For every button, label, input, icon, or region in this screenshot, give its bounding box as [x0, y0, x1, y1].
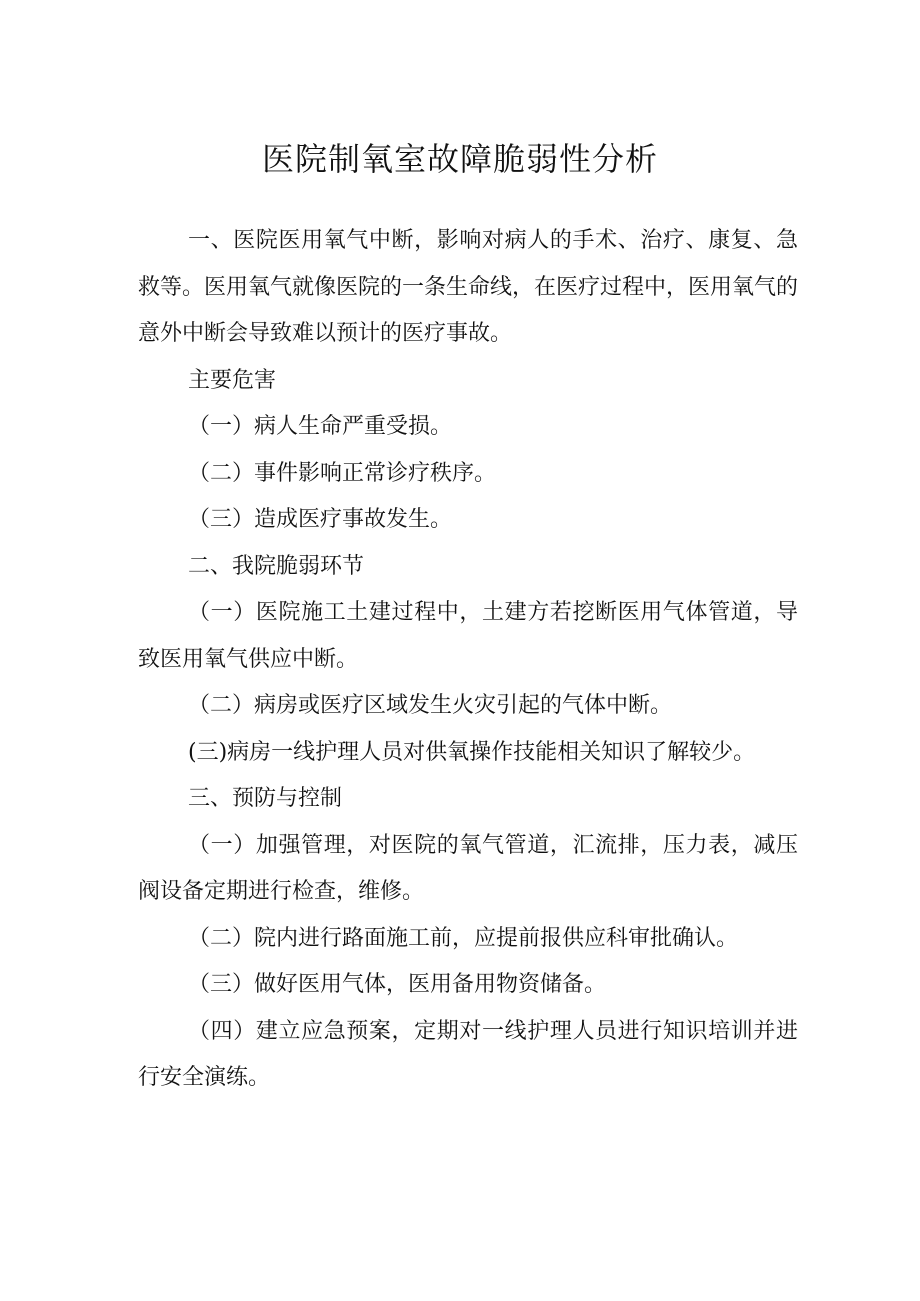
section-3-heading: 三、预防与控制 [188, 786, 343, 811]
hazard-item-1: （一）病人生命严重受损。 [188, 414, 453, 439]
section-2-heading: 二、我院脆弱环节 [188, 553, 365, 579]
prevention-item-4: （四）建立应急预案，定期对一线护理人员进行知识培训并进行安全演练。 [138, 1018, 798, 1090]
weakness-item-1: （一）医院施工土建过程中，土建方若挖断医用气体管道，导致医用氧气供应中断。 [138, 600, 798, 672]
weakness-item-2: （二）病房或医疗区域发生火灾引起的气体中断。 [188, 693, 673, 718]
hazard-item-3: （三）造成医疗事故发生。 [188, 507, 453, 532]
main-hazards-heading: 主要危害 [188, 367, 277, 393]
hazard-item-2: （二）事件影响正常诊疗秩序。 [188, 460, 497, 486]
prevention-item-3: （三）做好医用气体，医用备用物资储备。 [188, 972, 607, 997]
document-title: 医院制氧室故障脆弱性分析 [261, 140, 658, 178]
section-1-intro-paragraph: 一、医院医用氧气中断，影响对病人的手术、治疗、康复、急救等。医用氧气就像医院的一条生命线，在医疗过程中，医用氧气的意外中断会导致难以预计的医疗事故。 [138, 228, 799, 346]
weakness-item-3: (三)病房一线护理人员对供氧操作技能相关知识了解较少。 [188, 739, 756, 765]
prevention-item-2: （二）院内进行路面施工前，应提前报供应科审批确认。 [188, 925, 739, 951]
document-body [138, 218, 798, 1102]
prevention-item-1: （一）加强管理，对医院的氧气管道，汇流排，压力表，减压阀设备定期进行检查，维修。 [138, 832, 798, 904]
